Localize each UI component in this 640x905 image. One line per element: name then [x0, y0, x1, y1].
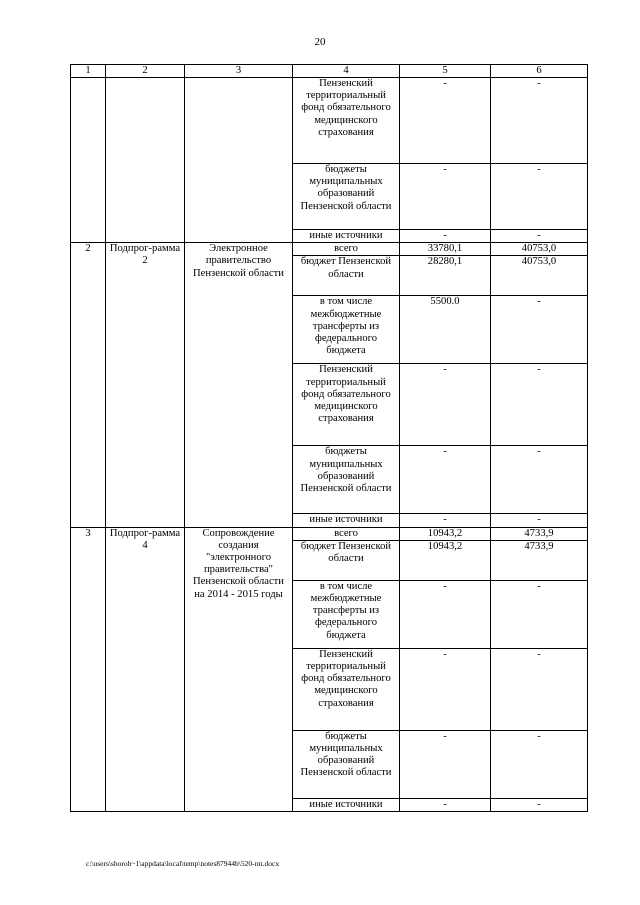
value-col5: - — [400, 230, 491, 243]
program-number-cell: 3 — [71, 527, 106, 811]
funding-table — [70, 64, 588, 812]
value-col6: - — [491, 230, 588, 243]
value-col6: 40753,0 — [491, 243, 588, 256]
column-header: 5 — [400, 65, 491, 78]
program-type-cell: Подпрог-рамма 4 — [106, 527, 185, 811]
value-col5: 33780,1 — [400, 243, 491, 256]
page-number: 20 — [314, 36, 326, 48]
funding-source: всего — [293, 243, 400, 256]
value-col6: - — [491, 364, 588, 446]
column-header: 6 — [491, 65, 588, 78]
table-header-row — [71, 65, 588, 78]
value-col5: - — [400, 514, 491, 527]
funding-source: в том числе межбюджетные трансферты из федерального бюджета — [293, 296, 400, 364]
funding-source: в том числе межбюджетные трансферты из федерального бюджета — [293, 580, 400, 648]
funding-source: иные источники — [293, 514, 400, 527]
footer-file-path: c:\users\shoroh~1\appdata\local\temp\notes87944b\520-пп.docx — [86, 859, 280, 868]
value-col5: 28280,1 — [400, 256, 491, 296]
value-col5: - — [400, 364, 491, 446]
value-col5: - — [400, 730, 491, 798]
funding-source: бюджеты муниципальных образований Пензенской области — [293, 164, 400, 230]
value-col6: - — [491, 580, 588, 648]
value-col5: - — [400, 580, 491, 648]
table-row — [71, 78, 588, 164]
column-header: 4 — [293, 65, 400, 78]
funding-source: иные источники — [293, 230, 400, 243]
program-type-cell — [106, 78, 185, 243]
program-number-cell: 2 — [71, 243, 106, 527]
value-col6: - — [491, 514, 588, 527]
column-header: 1 — [71, 65, 106, 78]
funding-source: бюджет Пензенской области — [293, 540, 400, 580]
funding-source: иные источники — [293, 798, 400, 811]
funding-source: Пензенский территориальный фонд обязательного медицинского страхования — [293, 78, 400, 164]
funding-source: всего — [293, 527, 400, 540]
value-col6: - — [491, 164, 588, 230]
funding-source: Пензенский территориальный фонд обязательного медицинского страхования — [293, 364, 400, 446]
program-number-cell — [71, 78, 106, 243]
funding-source: бюджет Пензенской области — [293, 256, 400, 296]
funding-source: бюджеты муниципальных образований Пензенской области — [293, 730, 400, 798]
value-col6: - — [491, 446, 588, 514]
program-type-cell: Подпрог-рамма 2 — [106, 243, 185, 527]
program-name-cell — [185, 78, 293, 243]
value-col6: 4733,9 — [491, 527, 588, 540]
value-col5: 5500.0 — [400, 296, 491, 364]
value-col5: - — [400, 78, 491, 164]
value-col6: - — [491, 78, 588, 164]
value-col5: - — [400, 446, 491, 514]
value-col6: - — [491, 730, 588, 798]
value-col6: - — [491, 648, 588, 730]
table-row — [71, 243, 588, 256]
column-header: 2 — [106, 65, 185, 78]
value-col5: 10943,2 — [400, 540, 491, 580]
program-name-cell: Электронное правительство Пензенской области — [185, 243, 293, 527]
value-col5: - — [400, 648, 491, 730]
funding-source: Пензенский территориальный фонд обязательного медицинского страхования — [293, 648, 400, 730]
value-col5: - — [400, 798, 491, 811]
value-col6: - — [491, 798, 588, 811]
funding-source: бюджеты муниципальных образований Пензенской области — [293, 446, 400, 514]
value-col6: 4733,9 — [491, 540, 588, 580]
value-col6: 40753,0 — [491, 256, 588, 296]
program-name-cell: Сопровождение создания "электронного правительства" Пензенской области на 2014 - 2015 годы — [185, 527, 293, 811]
column-header: 3 — [185, 65, 293, 78]
value-col5: 10943,2 — [400, 527, 491, 540]
value-col5: - — [400, 164, 491, 230]
value-col6: - — [491, 296, 588, 364]
table-row — [71, 527, 588, 540]
